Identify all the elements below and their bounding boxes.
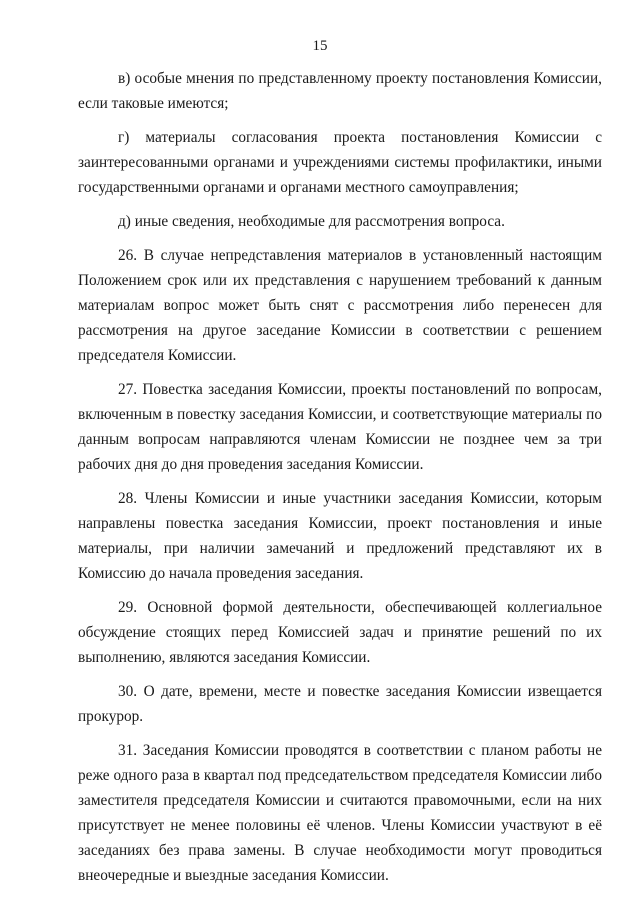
page-number: 15 — [312, 38, 328, 54]
paragraph-28: 28. Члены Комиссии и иные участники заседания Комиссии, которым направлены повестка заседания Комиссии, проект постановления и иные материалы, при наличии замечаний и предложений представляют их в Комиссию до начала проведения заседания. — [78, 490, 602, 582]
paragraph-item-v: в) особые мнения по представленному проекту постановления Комиссии, если таковые имеются; — [78, 70, 602, 112]
paragraph-item-g: г) материалы согласования проекта постановления Комиссии с заинтересованными органами и учреждениями системы профилактики, иными государственными органами и органами местного самоуправления; — [78, 129, 602, 196]
paragraph-31: 31. Заседания Комиссии проводятся в соответствии с планом работы не реже одного раза в квартал под председательством председателя Комиссии либо заместителя председателя Комиссии и считаются правомочными, если на них присутствует не менее половины её членов. Члены Комиссии участвуют в её заседаниях без права замены. В случае необходимости могут проводиться внеочередные и выездные заседания Комиссии. — [78, 742, 602, 884]
paragraph-item-d: д) иные сведения, необходимые для рассмотрения вопроса. — [118, 213, 505, 230]
paragraph-30: 30. О дате, времени, месте и повестке заседания Комиссии извещается прокурор. — [78, 683, 602, 725]
paragraph-26: 26. В случае непредставления материалов в установленный настоящим Положением срок или их представления с нарушением требований к данным материалам вопрос может быть снят с рассмотрения либо перенесен для рассмотрения на другое заседание Комиссии в соответствии с решением председателя Комиссии. — [78, 247, 602, 364]
paragraph-29: 29. Основной формой деятельности, обеспечивающей коллегиальное обсуждение стоящих перед Комиссией задач и принятие решений по их выполнению, являются заседания Комиссии. — [78, 599, 602, 666]
paragraph-27: 27. Повестка заседания Комиссии, проекты постановлений по вопросам, включенным в повестку заседания Комиссии, и соответствующие материалы по данным вопросам направляются членам Комиссии не позднее чем за три рабочих дня до дня проведения заседания Комиссии. — [78, 381, 602, 473]
document-body — [78, 66, 602, 897]
